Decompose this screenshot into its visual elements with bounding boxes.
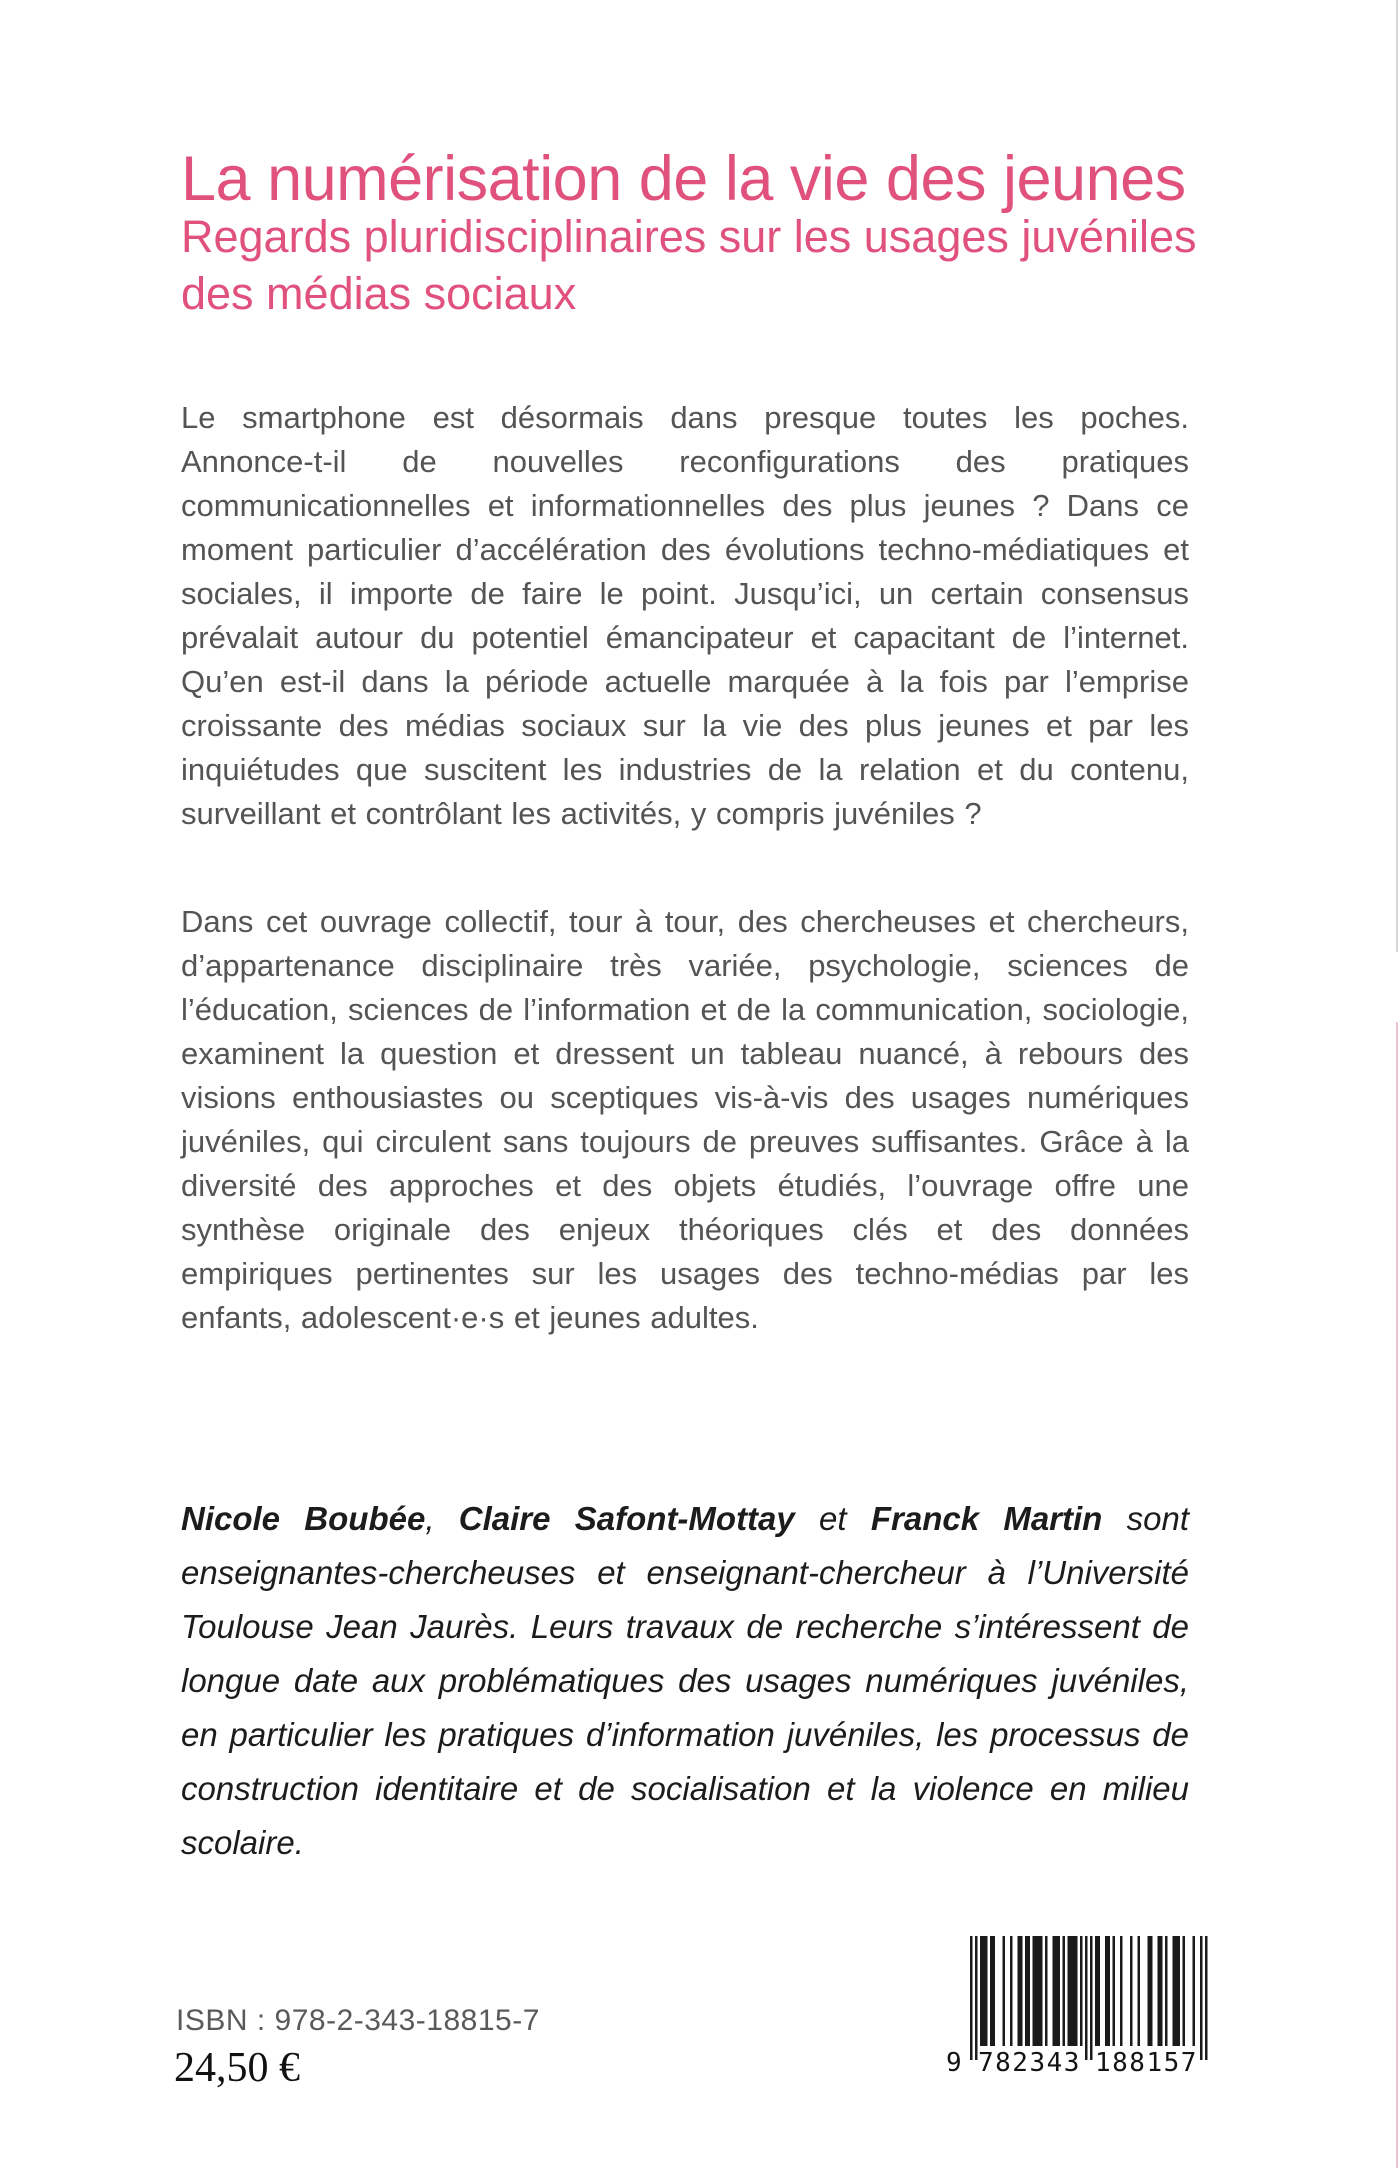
synopsis-paragraph-2: Dans cet ouvrage collectif, tour à tour, des chercheuses et chercheurs, d’appartenance disciplinaire très variée, psychologie, sciences de l’éducation, sciences de l’information et de la communication, sociologie, examinent la question et dressent un tableau nuancé, à rebours des visions enthousiastes ou sceptiques vis-à-vis des usages numériques juvéniles, qui circulent sans toujours de preuves suffisantes. Grâce à la diversité des approches et des objets étudiés, l’ouvrage offre une synthèse originale des enjeux théoriques clés et des données empiriques pertinentes sur les usages des techno-médias par les enfants, adolescent·e·s et jeunes adultes. <box>181 904 1189 1335</box>
authors-note <box>181 1492 1189 1870</box>
book-subtitle-line1: Regards pluridisciplinaires sur les usages juvéniles <box>181 211 1197 262</box>
price-text: 24,50 € <box>174 2045 300 2091</box>
page-edge-line-gray <box>1396 0 1398 952</box>
barcode-digit-first: 9 <box>946 2048 964 2078</box>
page-edge-line-pink <box>1396 1022 1398 2168</box>
book-subtitle <box>181 208 1231 322</box>
authors-note-text: sont enseignantes-chercheuses et enseignant-chercheur à l’Université Toulouse Jean Jaurès. Leurs travaux de recherche s’intéressent de longue date aux problématiques des usages numériques juvéniles, en particulier les pratiques d’information juvéniles, les processus de construction identitaire et de socialisation et la violence en milieu scolaire. <box>181 1500 1189 1861</box>
barcode-digits-group2: 188157 <box>1095 2048 1198 2078</box>
authors-note-separator-1: , <box>425 1500 459 1537</box>
author-name-3: Franck Martin <box>870 1500 1103 1537</box>
barcode <box>944 1936 1214 2086</box>
book-title: La numérisation de la vie des jeunes <box>181 144 1186 215</box>
barcode-bars <box>970 1936 1208 2062</box>
authors-note-separator-2: et <box>794 1500 871 1537</box>
barcode-digits-group1: 782343 <box>978 2048 1081 2078</box>
author-name-2: Claire Safont-Mottay <box>458 1500 795 1537</box>
isbn-text: ISBN : 978-2-343-18815-7 <box>176 2004 540 2037</box>
author-name-1: Nicole Boubée <box>181 1500 426 1537</box>
book-subtitle-line2: des médias sociaux <box>181 268 577 319</box>
synopsis-paragraph-1: Le smartphone est désormais dans presque toutes les poches. Annonce-t-il de nouvelles reconfigurations des pratiques communicationnelles et informationnelles des plus jeunes ? Dans ce moment particulier d’accélération des évolutions techno-médiatiques et sociales, il importe de faire le point. Jusqu’ici, un certain consensus prévalait autour du potentiel émancipateur et capacitant de l’internet. Qu’en est-il dans la période actuelle marquée à la fois par l’emprise croissante des médias sociaux sur la vie des plus jeunes et par les inquiétudes que suscitent les industries de la relation et du contenu, surveillant et contrôlant les activités, y compris juvéniles ? <box>181 400 1189 831</box>
